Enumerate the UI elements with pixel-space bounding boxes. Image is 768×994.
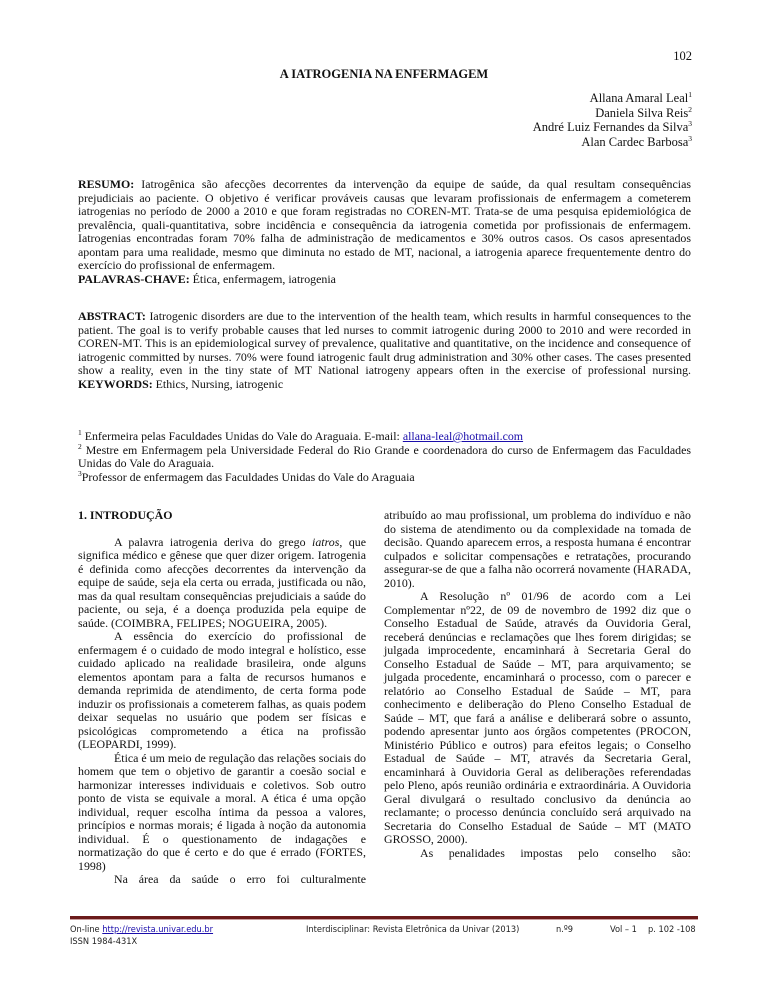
body-paragraph: A Resolução nº 01/96 de acordo com a Lei Complementar nº22, de 09 de novembro de 1992 diz que o Conselho Estadual de Saúde, através da Ouvidoria Geral, receberá denúncias e reclamações que lhes forem dirigidas; se julgada improcedente, encaminhará à Secretaria Geral do Conselho Estadual de Saúde – MT, para arquivamento; se julgada procedente, encaminhará o processo, com o parecer e relatório ao Conselho Estadual de Saúde – MT, para conhecimento e deliberação do Pleno Conselho Estadual de Saúde – MT, que fará a análise e deliberará sobre o assunto, podendo apresentar junto aos órgãos competentes (PROCON, Ministério Público e outros) para efeitos legais; o Conselho Estadual de Saúde – MT, através da Secretaria Geral, encaminhará à Ouvidoria Geral as deliberações referendadas pelo Pleno, após reunião ordinária e extraordinária. A Ouvidoria Geral divulgará o resultado conclusivo da denúncia ao reclamante; o processo denúncia concluído será arquivado na Secretaria do Conselho Estadual de Saúde – MT (MATO GROSSO, 2000).	[384, 589, 691, 846]
abstract-paragraph	[78, 310, 691, 378]
palavras-chave-text: Ética, enfermagem, iatrogenia	[192, 271, 336, 286]
author	[533, 91, 692, 106]
footnote-ref: 2	[78, 441, 82, 451]
footer-issn: ISSN 1984-431X	[70, 936, 138, 947]
author-name: Alan Cardec Barbosa	[581, 134, 689, 149]
left-column	[78, 509, 366, 887]
footer-pages: p. 102 -108	[648, 924, 696, 935]
footnote-ref: 1	[78, 428, 82, 437]
abstract-label: ABSTRACT:	[78, 309, 146, 323]
footnotes	[78, 430, 691, 484]
article-title: A IATROGENIA NA ENFERMAGEM	[279, 67, 489, 81]
footnote	[78, 430, 691, 444]
right-column	[384, 509, 691, 860]
footnote-ref: 3	[78, 468, 82, 478]
footer-journal: Interdisciplinar: Revista Eletrônica da Univar (2013)	[306, 924, 520, 935]
author-ref: 2	[688, 104, 692, 114]
resumo-label: RESUMO:	[78, 177, 135, 191]
footnote-text: Mestre em Enfermagem pela Universidade Federal do Rio Grande e coordenadora do curso de Enfermagem das Faculdades Unidas do Vale do Araguaia.	[78, 442, 691, 470]
author-name: André Luiz Fernandes da Silva	[532, 120, 689, 135]
body-paragraph: atribuído ao mau profissional, um problema do indivíduo e não do sistema de atendimento ou da complexidade na tomada de decisão. Quando aparecem erros, a resposta humana é encontrar culpados e solicitar compensações e retratações, procurando assegurar-se de que a falha não ocorrerá novamente (HARADA, 2010).	[384, 508, 691, 590]
online-label: On-line	[70, 924, 103, 935]
journal-url-link[interactable]: http://revista.univar.edu.br	[102, 924, 214, 935]
author	[533, 106, 692, 121]
footnote-text: Enfermeira pelas Faculdades Unidas do Vale do Araguaia. E-mail:	[81, 429, 403, 443]
author-ref: 1	[688, 90, 692, 99]
keywords	[78, 378, 691, 392]
paragraph-text: A palavra iatrogenia deriva do grego	[114, 534, 313, 549]
section-heading: 1. INTRODUÇÃO	[78, 508, 173, 522]
author-ref: 3	[688, 119, 692, 129]
resumo-paragraph	[78, 178, 691, 273]
body-paragraph: A essência do exercício do profissional de enfermagem é o cuidado de modo integral e holístico, esse cuidado aplicado na realidade brasileira, onde alguns elementos apontam para a falta de recursos humanos e demanda reprimida de atendimento, de certa forma pode induzir os profissionais a cometerem falhas, as quais podem deixar sequelas no usuário que podem ser físicas e psicológicas comprometendo a ética na profissão (LEOPARDI, 1999).	[78, 629, 366, 751]
palavras-chave	[78, 273, 691, 287]
body-paragraph: Na área da saúde o erro foi culturalmente	[114, 872, 366, 886]
palavras-chave-label: PALAVRAS-CHAVE:	[78, 271, 190, 286]
abstract-text: Iatrogenic disorders are due to the intervention of the health team, which results in harmful consequences to the patient. The goal is to verify probable causes that led nurses to commit iatrogenic during 2000 to 2010 and were recorded in COREN-MT. This is an epidemiological survey of prevalence, qualitative and quantitative, on the incidence and consequence of iatrogenic committed by nurses. 70% were found iatrogenic fault drug administration and 30% other cases. The cases presented show a reality, even in the tiny state of MT National iatrogeny appears often in the exercise of professional nursing.	[78, 309, 691, 377]
email-link[interactable]: allana-leal@hotmail.com	[402, 429, 524, 443]
footnote-text: Professor de enfermagem das Faculdades Unidas do Vale do Araguaia	[81, 469, 415, 484]
footnote	[78, 441, 691, 471]
page-number: 102	[673, 49, 692, 63]
body-paragraph: Ética é um meio de regulação das relações sociais do homem que tem o objetivo de garantir a coesão social e harmonizar interesses individuais e coletivos. Sob outro ponto de vista se equivale a moral. A ética é uma opção individual, requer escolha íntima da pessoa a valores, princípios e normas morais; é ligada à noção da autonomia individual. É o questionamento de indagações e normatização do que é certo e do que é errado (FORTES, 1998)	[78, 750, 366, 873]
footer-online	[70, 924, 213, 936]
author-name: Allana Amaral Leal	[589, 91, 689, 105]
author	[533, 135, 692, 150]
footer-issue-number: n.º9	[556, 924, 574, 935]
footer-volume: Vol – 1	[610, 924, 637, 935]
paragraph-text: , que significa médico e gênese que quer dizer origem. Iatrogenia é definida como afecções decorrentes da intervenção da equipe de saúde, seja ela certa ou errada, justificada ou não, mas da qual resultam consequências prejudiciais a saúde do paciente, ou seja, é a doença produzida pela equipe de saúde. (COIMBRA, FELIPES; NOGUEIRA, 2005).	[78, 534, 366, 630]
author-ref: 3	[688, 133, 692, 143]
keywords-text: Ethics, Nursing, iatrogenic	[155, 376, 284, 391]
resumo-block	[78, 178, 691, 286]
author	[533, 120, 692, 135]
author-name: Daniela Silva Reis	[595, 105, 689, 120]
resumo-text: Iatrogênica são afecções decorrentes da intervenção da equipe de saúde, da qual resultam consequências prejudiciais ao paciente. O objetivo é verificar prováveis causas que levaram profissionais de enfermagem a cometerem iatrogenias no período de 2000 a 2010 e que foram registradas no COREN-MT. Trata-se de uma pesquisa epidemiológica de prevalência, quali-quantitativa, sobre incidência e consequência da iatrogenia cometida por profissionais de enfermagem. Iatrogenias encontradas foram 70% falha de administração de medicamentos e 30% outros casos. Os casos apresentados apontam para uma realidade, mesmo que diminuta no estado de MT, nacional, a iatrogenia aparece frequentemente dentro do exercício do profissional de enfermagem.	[78, 177, 691, 272]
italic-term: iatros	[312, 534, 340, 549]
body-paragraph	[78, 536, 366, 631]
abstract-block	[78, 310, 691, 391]
author-list	[533, 91, 692, 149]
keywords-label: KEYWORDS:	[78, 376, 153, 391]
footnote	[78, 468, 691, 485]
body-paragraph: As penalidades impostas pelo conselho são:	[420, 845, 691, 860]
footer-rule	[70, 916, 698, 920]
